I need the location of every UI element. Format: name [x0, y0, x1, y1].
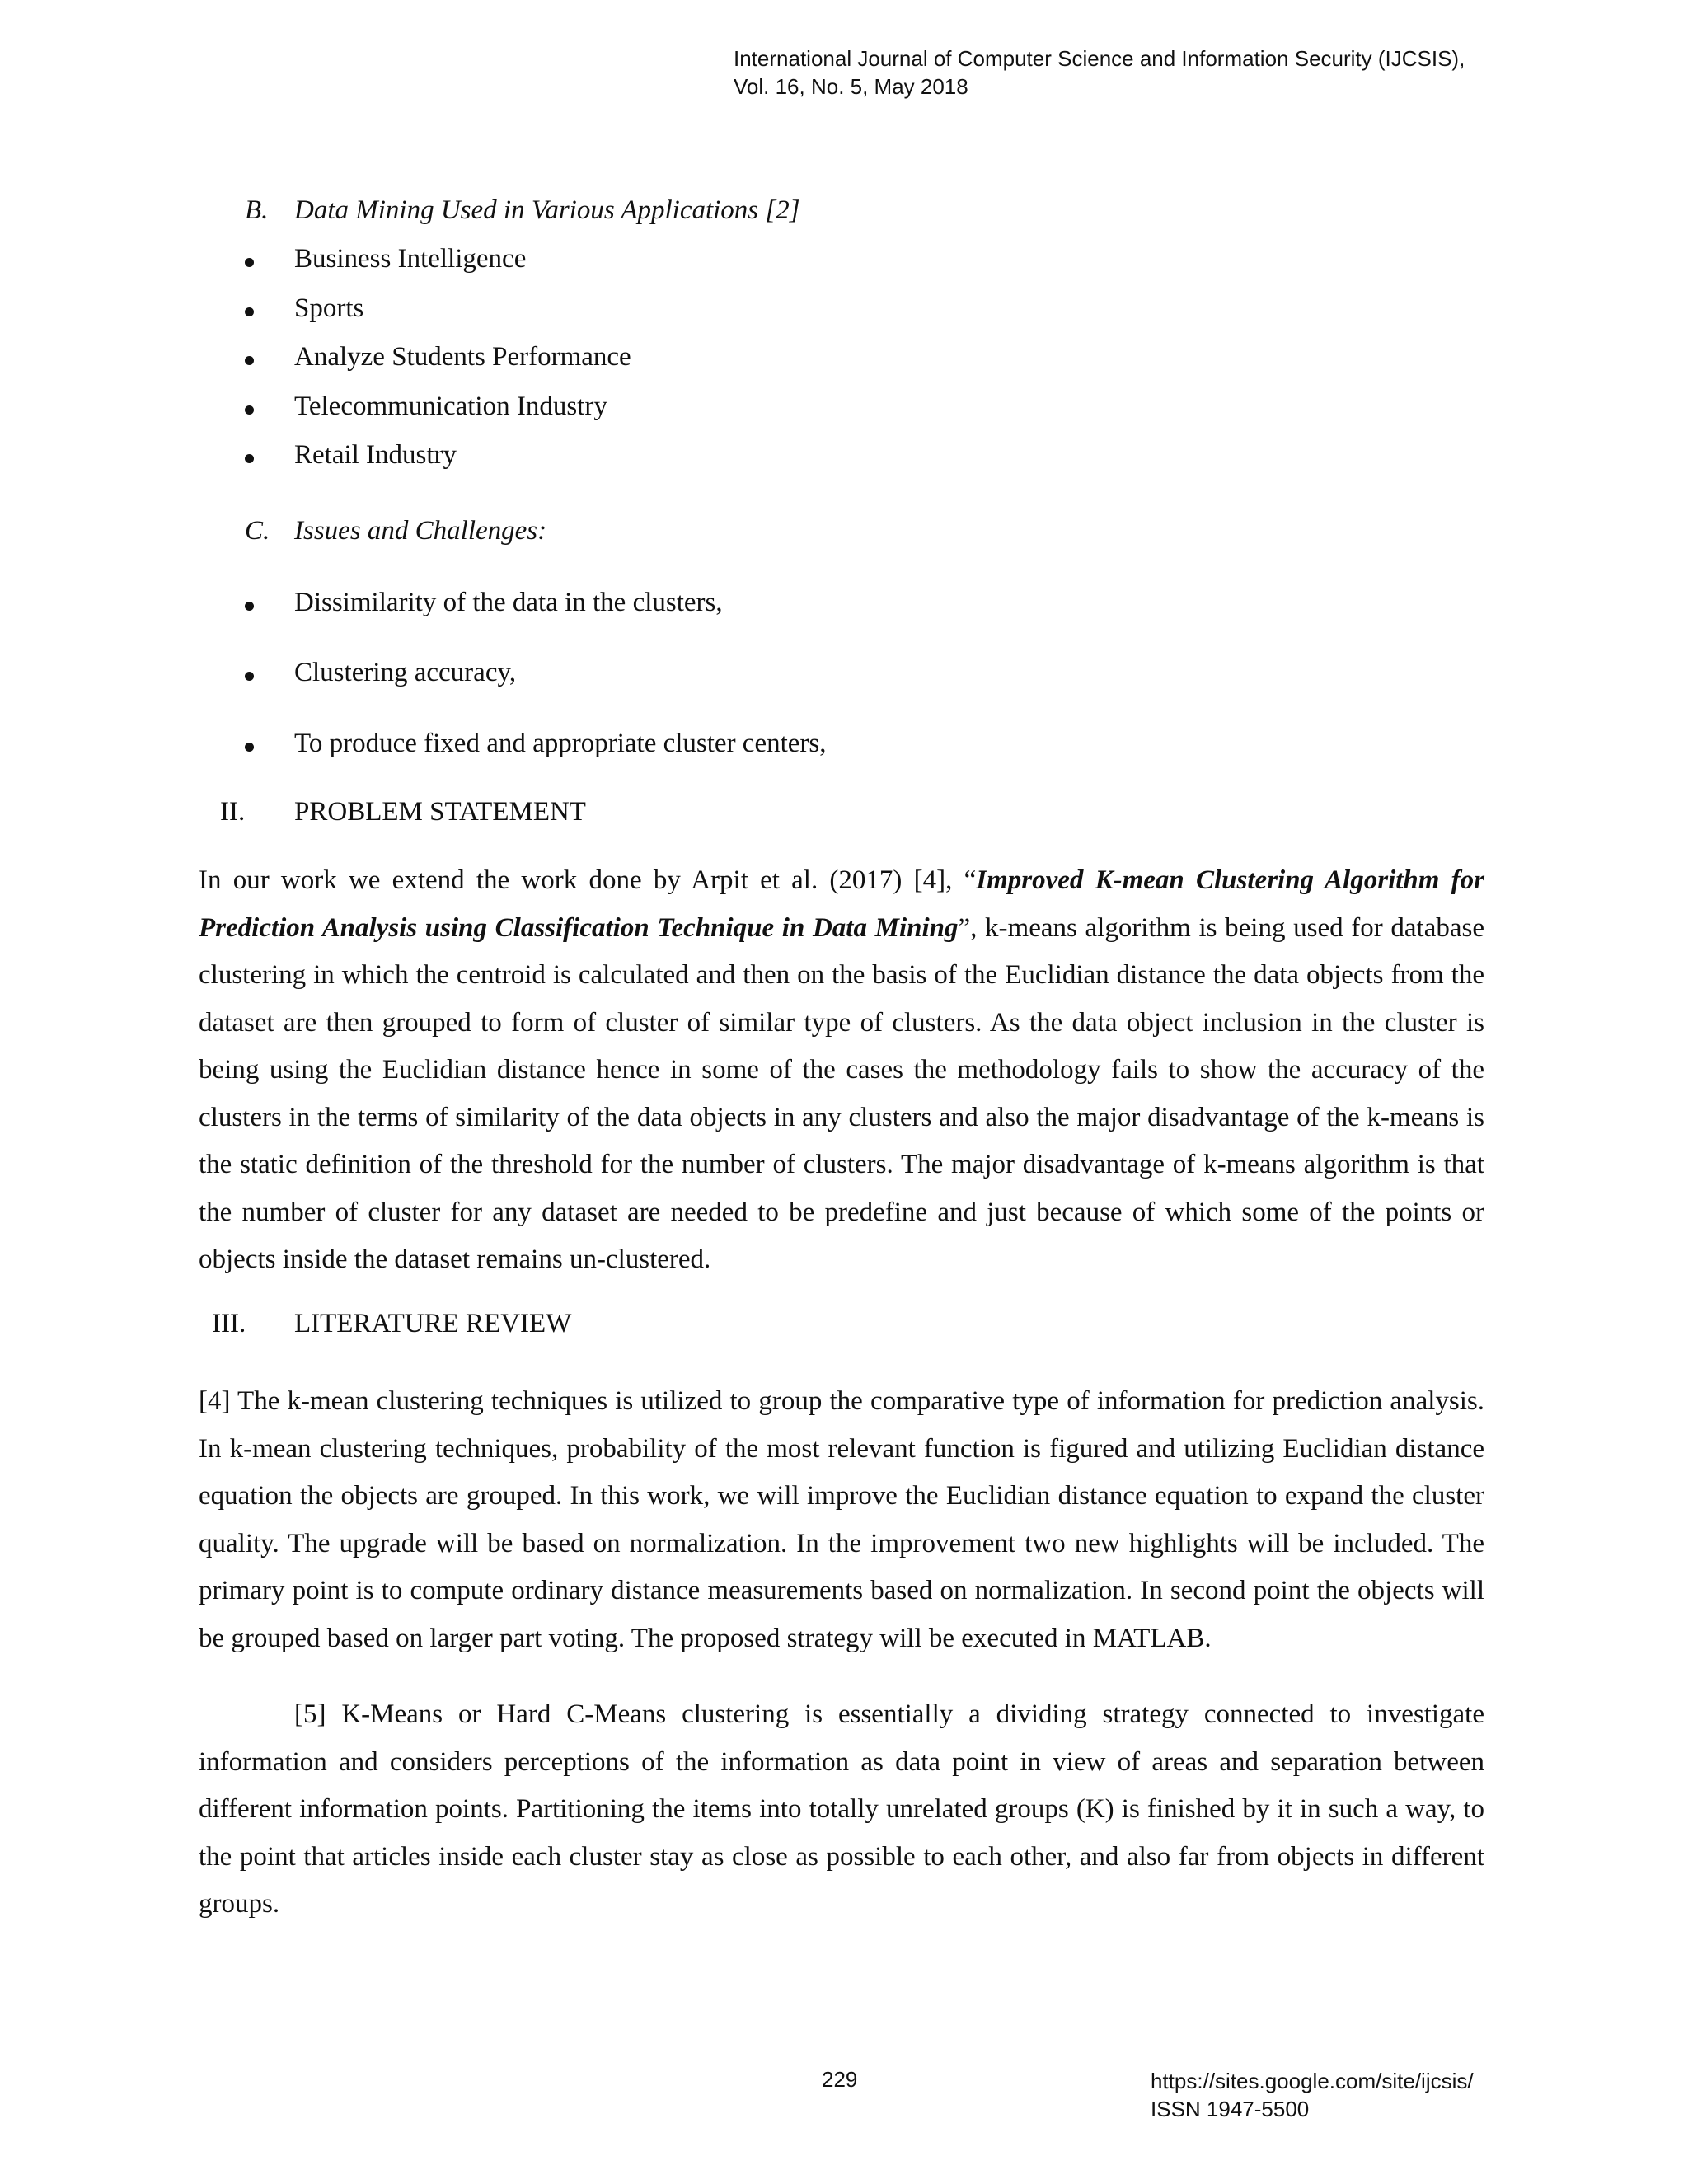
paper-title-emphasis: Improved K-mean Clustering Algorithm for Prediction Analysis using Classification Technique in Data Mining — [199, 865, 1484, 943]
footer-issn: ISSN 1947-5500 — [1151, 2097, 1310, 2121]
literature-paragraph-2: [5] K-Means or Hard C-Means clustering is essentially a dividing strategy connected to investigate information and considers perceptions of the information as data point in view of areas and separation between different information points. Partitioning the items into totally unrelated groups (K) is finished by it in such a way, to the point that articles inside each cluster stay as close as possible to each other, and also far from objects in different groups. — [199, 1699, 1484, 1919]
bullet-icon — [245, 356, 254, 365]
bullet-icon — [245, 454, 254, 463]
journal-header — [734, 45, 1465, 101]
list-item: Retail Industry — [294, 440, 457, 470]
section-3-numeral: III. — [212, 1309, 246, 1338]
journal-volume: Vol. 16, No. 5, May 2018 — [734, 74, 968, 99]
bullet-icon — [245, 602, 254, 611]
paragraph-text: ”, k-means algorithm is being used for database clustering in which the centroid is calculated and then on the basis of the Euclidian distance the data objects from the dataset are then grouped to form of cluster of similar type of clusters. As the data object inclusion in the cluster is being using the Euclidian distance hence in some of the cases the methodology fails to show the accuracy of the clusters in the terms of similarity of the data objects in any clusters and also the major disadvantage of the k-means is the static definition of the threshold for the number of clusters. The major disadvantage of k-means algorithm is that the number of cluster for any dataset are needed to be predefine and just because of which some of the points or objects inside the dataset remains un-clustered. — [199, 912, 1484, 1274]
list-item: Sports — [294, 293, 364, 323]
bullet-icon — [245, 672, 254, 681]
list-item: Clustering accuracy, — [294, 658, 517, 687]
list-item: Dissimilarity of the data in the clusters, — [294, 588, 723, 617]
bullet-icon — [245, 307, 254, 316]
section-3-title: LITERATURE REVIEW — [294, 1309, 572, 1338]
page-number: 229 — [822, 2067, 858, 2092]
section-b-letter: B. — [245, 195, 269, 225]
list-item: To produce fixed and appropriate cluster centers, — [294, 729, 827, 758]
bullet-icon — [245, 743, 254, 752]
problem-statement-paragraph — [199, 857, 1484, 1284]
literature-paragraph-1: [4] The k-mean clustering techniques is utilized to group the comparative type of information for prediction analysis. In k-mean clustering techniques, probability of the most relevant function is figured and utilizing Euclidian distance equation the objects are grouped. In this work, we will improve the Euclidian distance equation to expand the cluster quality. The upgrade will be based on normalization. In the improvement two new highlights will be included. The primary point is to compute ordinary distance measurements based on normalization. In second point the objects will be grouped based on larger part voting. The proposed strategy will be executed in MATLAB. — [199, 1386, 1484, 1653]
list-item: Telecommunication Industry — [294, 391, 607, 421]
journal-title: International Journal of Computer Science and Information Security (IJCSIS), — [734, 46, 1465, 71]
section-b-title: Data Mining Used in Various Applications [2] — [294, 195, 800, 225]
section-c-letter: C. — [245, 516, 270, 546]
footer-url: https://sites.google.com/site/ijcsis/ — [1151, 2069, 1474, 2093]
paragraph-text: In our work we extend the work done by Arpit et al. (2017) [4], “ — [199, 865, 977, 895]
section-c-title: Issues and Challenges: — [294, 516, 547, 546]
section-2-title: PROBLEM STATEMENT — [294, 797, 586, 827]
list-item: Analyze Students Performance — [294, 342, 631, 372]
section-2-numeral: II. — [220, 797, 246, 827]
footer-info — [1151, 2067, 1474, 2123]
bullet-icon — [245, 258, 254, 267]
list-item: Business Intelligence — [294, 244, 527, 274]
bullet-icon — [245, 405, 254, 415]
